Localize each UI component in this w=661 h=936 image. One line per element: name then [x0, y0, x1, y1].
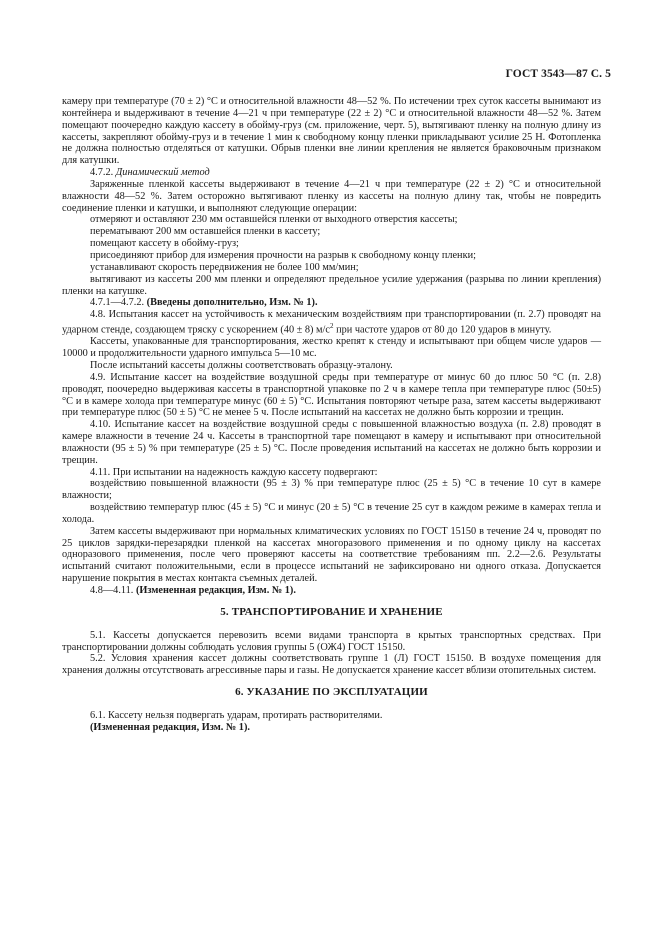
clause-title: Динамический метод	[115, 167, 210, 179]
section-6-title: 6. УКАЗАНИЕ ПО ЭКСПЛУАТАЦИИ	[235, 686, 428, 699]
operation-item: перематывают 200 мм оставшейся пленки в кассету;	[90, 226, 321, 238]
clause-6-1: 6.1. Кассету нельзя подвергать ударам, протирать растворителями.	[90, 709, 383, 721]
clause-4-7-2-heading	[62, 167, 601, 179]
clause-number: 4.7.2.	[90, 167, 114, 179]
amendment-text: (Измененная редакция, Изм. № 1).	[135, 585, 296, 597]
amendment-range: 4.7.1—4.7.2.	[90, 297, 145, 309]
operation-item: отмеряют и оставляют 230 мм оставшейся пленки от выходного отверстия кассеты;	[90, 214, 458, 226]
page-body	[62, 96, 601, 734]
amendment-range: 4.8—4.11.	[90, 585, 134, 597]
clause-4-11: 4.11. При испытании на надежность каждую кассету подвергают:	[90, 466, 378, 478]
clause-4-11-paragraph: Затем кассеты выдерживают при нормальных климатических условиях по ГОСТ 15150 в течение 24 ч, проводят по 25 циклов зарядки-перезарядки пленкой на кассетах многоразового применения и по одному циклу на кассетах одноразового применения, после чего проверяют кассеты на соответствие требованиям пп. 2.2—2.6. Результаты испытаний считают положительными, если в процессе испытаний не зафиксировано ни одного отказа. Допускается нарушение покрытия в местах контакта съемных деталей.	[62, 525, 601, 585]
amendment-note	[62, 722, 601, 734]
operation-item: помещают кассету в обойму-груз;	[90, 238, 239, 250]
paragraph-4-7-1-end: камеру при температуре (70 ± 2) °С и относительной влажности 48—52 %. По истечении трех суток кассеты вынимают из контейнера и выдерживают в течение 4—21 ч при температуре (22 ± 2) °С и относительной влажности 48—52 %. Затем помещают поочередно каждую кассету в обойму-груз (см. приложение, черт. 5), вытягивают пленку на полную длину из кассеты, закрепляют обойму-груз и в течение 1 мин к свободному концу пленки прикладывают усилие 25 Н. Фотопленка не должна полностью отделяться от катушки. Обрыв пленки вне линии крепления не является браковочным признаком для катушки.	[62, 96, 601, 167]
clause-4-8-paragraph: После испытаний кассеты должны соответствовать образцу-эталону.	[90, 359, 393, 371]
clause-4-8-text: 4.8. Испытания кассет на устойчивость к механическим воздействиям при транспортировании (п. 2.7) проводят на ударном стенде, создающем тряску с ускорением (40 ± 8) м/с	[62, 309, 601, 336]
clause-4-10: 4.10. Испытание кассет на воздействие воздушной среды с повышенной влажностью воздуха (п. 2.8) проводят в камере влажности в течение 24 ч. Кассеты в транспортной таре помещают в камеру и испытывают при относительной влажности (95 ± 5) % при температуре (25 ± 5) °С. После проведения испытаний на кассетах не должно быть коррозии и трещин.	[62, 419, 601, 466]
operation-item: присоединяют прибор для измерения прочности на разрыв к свободному концу пленки;	[90, 249, 476, 261]
clause-4-11-item: воздействию повышенной влажности (95 ± 3) % при температуре плюс (25 ± 5) °С в течение 10 сут в камере влажности;	[62, 478, 601, 502]
section-5-title: 5. ТРАНСПОРТИРОВАНИЕ И ХРАНЕНИЕ	[220, 605, 443, 618]
operation-item: устанавливают скорость передвижения не более 100 мм/мин;	[90, 261, 359, 273]
operation-item: вытягивают из кассеты 200 мм пленки и определяют предельное усилие удержания (разрыва по линии крепления) пленки на катушке.	[62, 273, 601, 297]
clause-4-8-text-end: при частоте ударов от 80 до 120 ударов в минуту.	[333, 324, 552, 336]
amendment-text: (Введены дополнительно, Изм. № 1).	[146, 297, 318, 309]
clause-4-8-paragraph: Кассеты, упакованные для транспортирования, жестко крепят к стенду и испытывают при общем числе ударов — 10000 и продолжительности ударного импульса 5—10 мс.	[62, 336, 601, 360]
page-header: ГОСТ 3543—87 С. 5	[505, 68, 611, 80]
clause-5-2: 5.2. Условия хранения кассет должны соответствовать группе 1 (Л) ГОСТ 15150. В воздухе помещения для хранения должны отсутствовать агрессивные пары и газы. Не допускается хранение кассет вблизи отопительных систем.	[62, 653, 601, 677]
amendment-text: (Измененная редакция, Изм. № 1).	[90, 721, 250, 733]
paragraph-dynamic-method: Заряженные пленкой кассеты выдерживают в течение 4—21 ч при температуре (22 ± 2) °С и относительной влажности 48—52 %. Затем осторожно вытягивают пленку из кассеты на полную длину так, чтобы не повредить соединение пленки и катушки, и выполняют следующие операции:	[62, 178, 601, 214]
clause-4-11-item: воздействию температур плюс (45 ± 5) °С и минус (20 ± 5) °С в течение 25 сут в каждом режиме в камерах тепла и холода.	[62, 502, 601, 525]
clause-4-9: 4.9. Испытание кассет на воздействие воздушной среды при температуре от минус 60 до плюс 50 °С (п. 2.8) проводят, поочередно выдерживая кассеты в транспортной упаковке по 2 ч в камере тепла при температуре плюс (50±5) °С и в камере холода при температуре минус (60 ± 5) °С. Испытания повторяют четыре раза, затем кассеты выдерживают при температуре плюс (50 ± 5) °С не менее 5 ч. После испытаний на кассетах не должно быть коррозии и трещин.	[62, 371, 601, 419]
superscript: 2	[330, 322, 334, 331]
clause-5-1: 5.1. Кассеты допускается перевозить всеми видами транспорта в крытых транспортных средствах. При транспортировании должны соблюдать условия группы 5 (ОЖ4) ГОСТ 15150.	[62, 629, 601, 653]
amendment-note	[62, 585, 601, 597]
amendment-note	[62, 297, 601, 309]
clause-4-8	[62, 309, 601, 336]
